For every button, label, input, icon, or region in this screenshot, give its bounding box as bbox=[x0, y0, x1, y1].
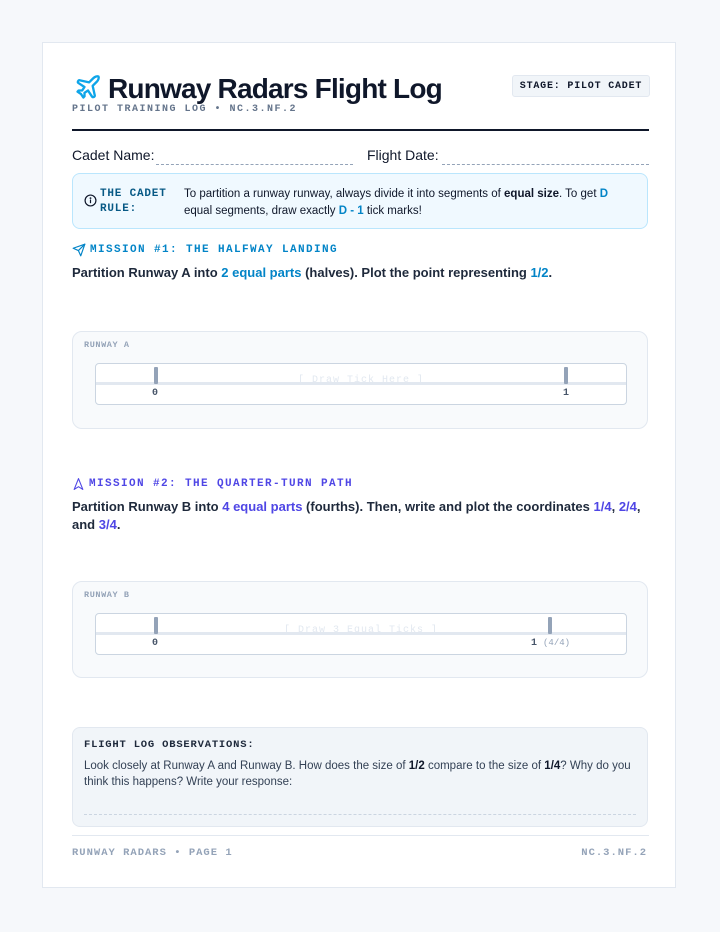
runway-a-tick-start bbox=[154, 367, 158, 384]
runway-b-label-0: 0 bbox=[152, 638, 159, 649]
footer-right: NC.3.NF.2 bbox=[581, 847, 647, 859]
stage-badge: STAGE: PILOT CADET bbox=[512, 75, 650, 97]
info-icon bbox=[84, 194, 97, 212]
runway-a-strip[interactable] bbox=[95, 363, 627, 405]
runway-a-label: RUNWAY A bbox=[84, 340, 130, 350]
flight-date-label: Flight Date: bbox=[367, 147, 439, 163]
footer-divider bbox=[72, 835, 649, 836]
header-divider bbox=[72, 129, 649, 131]
runway-a-label-1: 1 bbox=[563, 388, 570, 399]
observations-prompt: Look closely at Runway A and Runway B. How does the size of 1/2 compare to the size of 1/4? Why do you think this happens? Write your response: bbox=[84, 760, 631, 788]
runway-a-card bbox=[72, 331, 648, 429]
observations-card bbox=[72, 727, 648, 827]
runway-a-placeholder: [ Draw Tick Here ] bbox=[297, 375, 425, 386]
title-row bbox=[72, 71, 442, 107]
footer-left: RUNWAY RADARS • PAGE 1 bbox=[72, 847, 233, 859]
runway-b-label-1: 1 (4/4) bbox=[531, 638, 571, 649]
cadet-name-field[interactable] bbox=[156, 164, 353, 165]
mission-2-instructions: Partition Runway B into 4 equal parts (fourths). Then, write and plot the coordinates 1/4, 2/4, and 3/4. bbox=[72, 499, 641, 532]
navigation-arrow-icon bbox=[72, 477, 85, 491]
runway-b-tick-start bbox=[154, 617, 158, 634]
flight-date-field[interactable] bbox=[442, 164, 649, 165]
runway-a-label-0: 0 bbox=[152, 388, 159, 399]
page-title: Runway Radars Flight Log bbox=[108, 73, 442, 104]
runway-a-tick-end bbox=[564, 367, 568, 384]
runway-b-placeholder: [ Draw 3 Equal Ticks ] bbox=[283, 625, 439, 636]
observations-heading: FLIGHT LOG OBSERVATIONS: bbox=[84, 739, 255, 751]
page-subtitle: PILOT TRAINING LOG • NC.3.NF.2 bbox=[72, 104, 298, 115]
runway-b-card bbox=[72, 581, 648, 678]
rule-text: To partition a runway runway, always divide it into segments of equal size. To get D equal segments, draw exactly D - 1 tick marks! bbox=[184, 188, 609, 217]
observations-response-line[interactable] bbox=[84, 814, 636, 815]
worksheet-page bbox=[42, 42, 676, 888]
runway-b-label: RUNWAY B bbox=[84, 590, 130, 600]
cadet-name-label: Cadet Name: bbox=[72, 147, 155, 163]
plane-icon bbox=[72, 73, 104, 106]
paper-plane-icon bbox=[72, 243, 86, 257]
rule-label: THE CADET RULE: bbox=[100, 188, 167, 215]
runway-b-label-1-sub: (4/4) bbox=[543, 638, 571, 648]
cadet-rule-box bbox=[72, 173, 648, 229]
runway-b-tick-end bbox=[548, 617, 552, 634]
mission-2-heading: MISSION #2: THE QUARTER-TURN PATH bbox=[72, 477, 353, 491]
runway-b-strip[interactable] bbox=[95, 613, 627, 655]
mission-1-instructions: Partition Runway A into 2 equal parts (halves). Plot the point representing 1/2. bbox=[72, 265, 553, 280]
mission-1-heading: MISSION #1: THE HALFWAY LANDING bbox=[72, 243, 338, 257]
